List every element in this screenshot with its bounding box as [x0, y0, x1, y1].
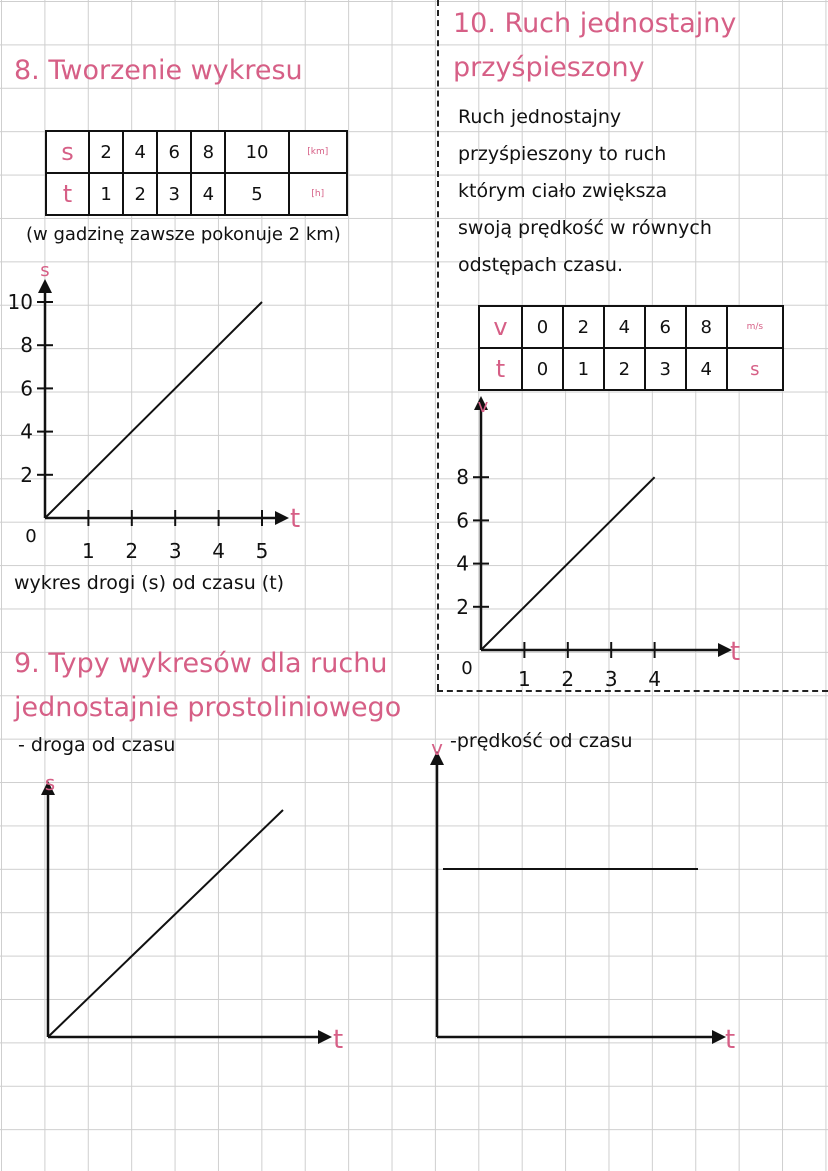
row-label: t — [479, 348, 522, 390]
unit-cell: s — [727, 348, 783, 390]
section10-title-line1: 10. Ruch jednostajny — [453, 8, 737, 39]
section9-title-line1: 9. Typy wykresów dla ruchu — [14, 648, 388, 679]
x-axis-arrow-icon — [275, 511, 289, 525]
origin-label: 0 — [461, 658, 473, 679]
x-tick-label: 1 — [518, 667, 531, 691]
x-axis-label: t — [333, 1025, 344, 1055]
table-cell: 8 — [686, 306, 727, 348]
row-label: t — [46, 173, 89, 215]
unit-cell: m/s — [727, 306, 783, 348]
table-cell: 4 — [604, 306, 645, 348]
y-tick-label: 8 — [20, 333, 33, 358]
definition-line: którym ciało zwiększa — [458, 180, 668, 202]
y-tick-label: 8 — [456, 465, 469, 490]
y-tick-label: 10 — [7, 290, 33, 314]
x-axis-label: t — [725, 1025, 736, 1055]
y-axis-label: s — [40, 260, 50, 281]
table-cell: 0 — [522, 348, 563, 390]
chart3-subtitle: - droga od czasu — [18, 734, 176, 756]
data-line — [48, 810, 283, 1037]
y-tick-label: 6 — [20, 376, 33, 401]
chart4-subtitle: -prędkość od czasu — [450, 730, 633, 752]
definition-line: swoją prędkość w równych — [458, 217, 712, 239]
table-cell: 5 — [225, 173, 288, 215]
x-tick-label: 5 — [255, 539, 269, 563]
x-tick-label: 2 — [125, 539, 139, 563]
table-cell: 1 — [563, 348, 604, 390]
table-cell: 2 — [89, 131, 123, 173]
y-axis-label: s — [44, 771, 56, 795]
x-axis-label: t — [730, 637, 741, 667]
table-cell: 4 — [123, 131, 157, 173]
x-axis-arrow-icon — [318, 1030, 332, 1044]
y-tick-label: 6 — [456, 508, 469, 533]
x-tick-label: 4 — [648, 667, 661, 691]
x-tick-label: 3 — [604, 667, 618, 691]
section8-title: 8. Tworzenie wykresu — [14, 55, 303, 86]
data-line — [45, 302, 262, 518]
table-cell: 8 — [191, 131, 225, 173]
table-cell: 4 — [686, 348, 727, 390]
table-cell: 10 — [225, 131, 288, 173]
table-cell: 0 — [522, 306, 563, 348]
unit-cell: [km] — [289, 131, 347, 173]
data-line — [481, 477, 655, 650]
table-cell: 2 — [123, 173, 157, 215]
table-cell: 1 — [89, 173, 123, 215]
y-tick-label: 2 — [456, 594, 469, 619]
unit-cell: [h] — [289, 173, 347, 215]
y-axis-arrow-icon — [38, 279, 52, 293]
table-cell: 3 — [157, 173, 191, 215]
y-tick-label: 2 — [20, 462, 33, 487]
definition-line: odstępach czasu. — [458, 254, 623, 276]
chart1-caption: wykres drogi (s) od czasu (t) — [14, 572, 285, 594]
table-cell: 2 — [563, 306, 604, 348]
x-axis-label: t — [290, 504, 301, 534]
x-tick-label: 4 — [212, 539, 225, 563]
definition-line: Ruch jednostajny — [458, 106, 622, 128]
row-label: v — [479, 306, 522, 348]
x-tick-label: 2 — [561, 667, 575, 691]
table-cell: 6 — [157, 131, 191, 173]
definition-line: przyśpieszony to ruch — [458, 143, 667, 165]
section8-note: (w gadzinę zawsze pokonuje 2 km) — [26, 224, 341, 245]
x-tick-label: 1 — [82, 539, 95, 563]
row-label: s — [46, 131, 89, 173]
table-cell: 6 — [645, 306, 686, 348]
section9-title-line2: jednostajnie prostoliniowego — [14, 692, 402, 723]
table-cell: 4 — [191, 173, 225, 215]
y-axis-label: v — [477, 396, 489, 417]
x-tick-label: 3 — [168, 539, 182, 563]
section10-title-line2: przyśpieszony — [453, 52, 645, 83]
table-cell: 3 — [645, 348, 686, 390]
table-cell: 2 — [604, 348, 645, 390]
y-tick-label: 4 — [20, 419, 33, 444]
y-tick-label: 4 — [456, 551, 469, 576]
x-axis-arrow-icon — [712, 1030, 726, 1044]
y-axis-label: v — [431, 736, 443, 760]
origin-label: 0 — [25, 526, 37, 547]
